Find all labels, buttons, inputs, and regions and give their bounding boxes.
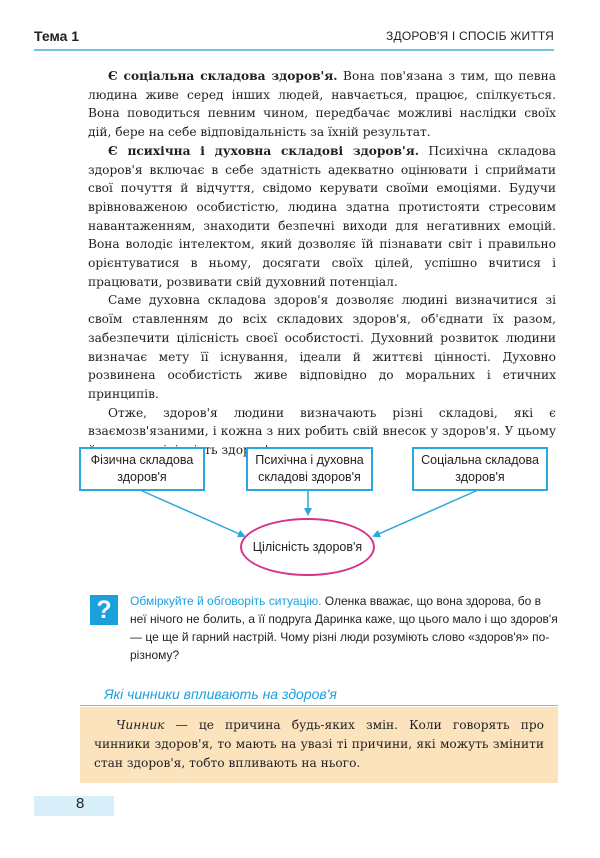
section-heading: ЗДОРОВ'Я І СПОСІБ ЖИТТЯ (386, 29, 554, 43)
question-icon: ? (90, 595, 118, 625)
arrow-physical (140, 490, 244, 536)
oval-health-integrity: Цілісність здоров'я (240, 518, 375, 576)
box-social-component: Соціальна складова здоров'я (412, 447, 548, 491)
box-mental-component: Психічна і духовна складові здоров'я (246, 447, 373, 491)
page-number-strip (34, 796, 114, 816)
definition-box (80, 707, 558, 783)
definition-text-block (94, 716, 544, 773)
topic-label: Тема 1 (34, 28, 80, 44)
discussion-block (130, 592, 560, 664)
page-number: 8 (76, 795, 85, 812)
paragraph-mental-lead: Є психічна і духовна складові здоров'я. (108, 143, 419, 158)
section-divider (80, 705, 558, 706)
paragraph-social-lead: Є соціальна складова здоров'я. (108, 69, 338, 83)
paragraph-social-text: Вона пов'язана з тим, що певна людина живе серед інших людей, навчається, працює, спілкується. Вона поводиться певним чином, передбачає можливі наслідки своїх дій, бере на себе відповідальність за їхній результат. (88, 69, 556, 140)
discussion-text: Оленка вважає, що вона здорова, бо в неї нічого не болить, а її подруга Даринка каже, що цього мало і що здоров'я — це ще й гарний настрій. Чому різні люди розуміють слово «здоров'я» по-різному? (130, 594, 558, 662)
definition-text: — це причина будь-яких змін. Коли говорять про чинники здоров'я, то мають на увазі ті причини, які можуть змінити стан здоров'я, тобто впливають на нього. (94, 718, 544, 770)
paragraph-mental-text: Психічна складова здоров'я включає в себе здатність адекватно оцінювати і сприймати свої почуття й відчуття, свідомо керувати своїми емоціями. Будучи врівноваженою особистістю, людина здатна протистояти стресовим навантаженням, знаходити безпечні виходи для негативних емоцій. Вона володіє інтелектом, який дозволяє їй пізнавати світ і правильно орієнтуватися в ньому, досягати своїх цілей, успішно вчитися і працювати, розвивати свій духовний потенціал. (88, 143, 556, 289)
discussion-lead: Обміркуйте й обговоріть ситуацію. (130, 594, 322, 608)
definition-term: Чинник (116, 718, 165, 732)
box-physical-component: Фізична складова здоров'я (79, 447, 205, 491)
arrow-social (374, 490, 478, 536)
paragraph-spiritual: Саме духовна складова здоров'я дозволяє людині визначитися зі своїм ставленням до всіх складових здоров'я, об'єднати їх разом, забезпечити цілісність своєї особистості. Духовний розвиток людини визначає мету її існування, ідеали й життєві цінності. Духовно розвинена особистість живе відповідно до моральних і етичних принципів. (88, 293, 556, 401)
section-title: Які чинники впливають на здоров'я (104, 686, 337, 702)
paragraph-conclusion: Отже, здоров'я людини визначають різні складові, які є взаємозв'язаними, і кожна з них робить свій внесок у здоров'я. У цьому (88, 405, 556, 439)
